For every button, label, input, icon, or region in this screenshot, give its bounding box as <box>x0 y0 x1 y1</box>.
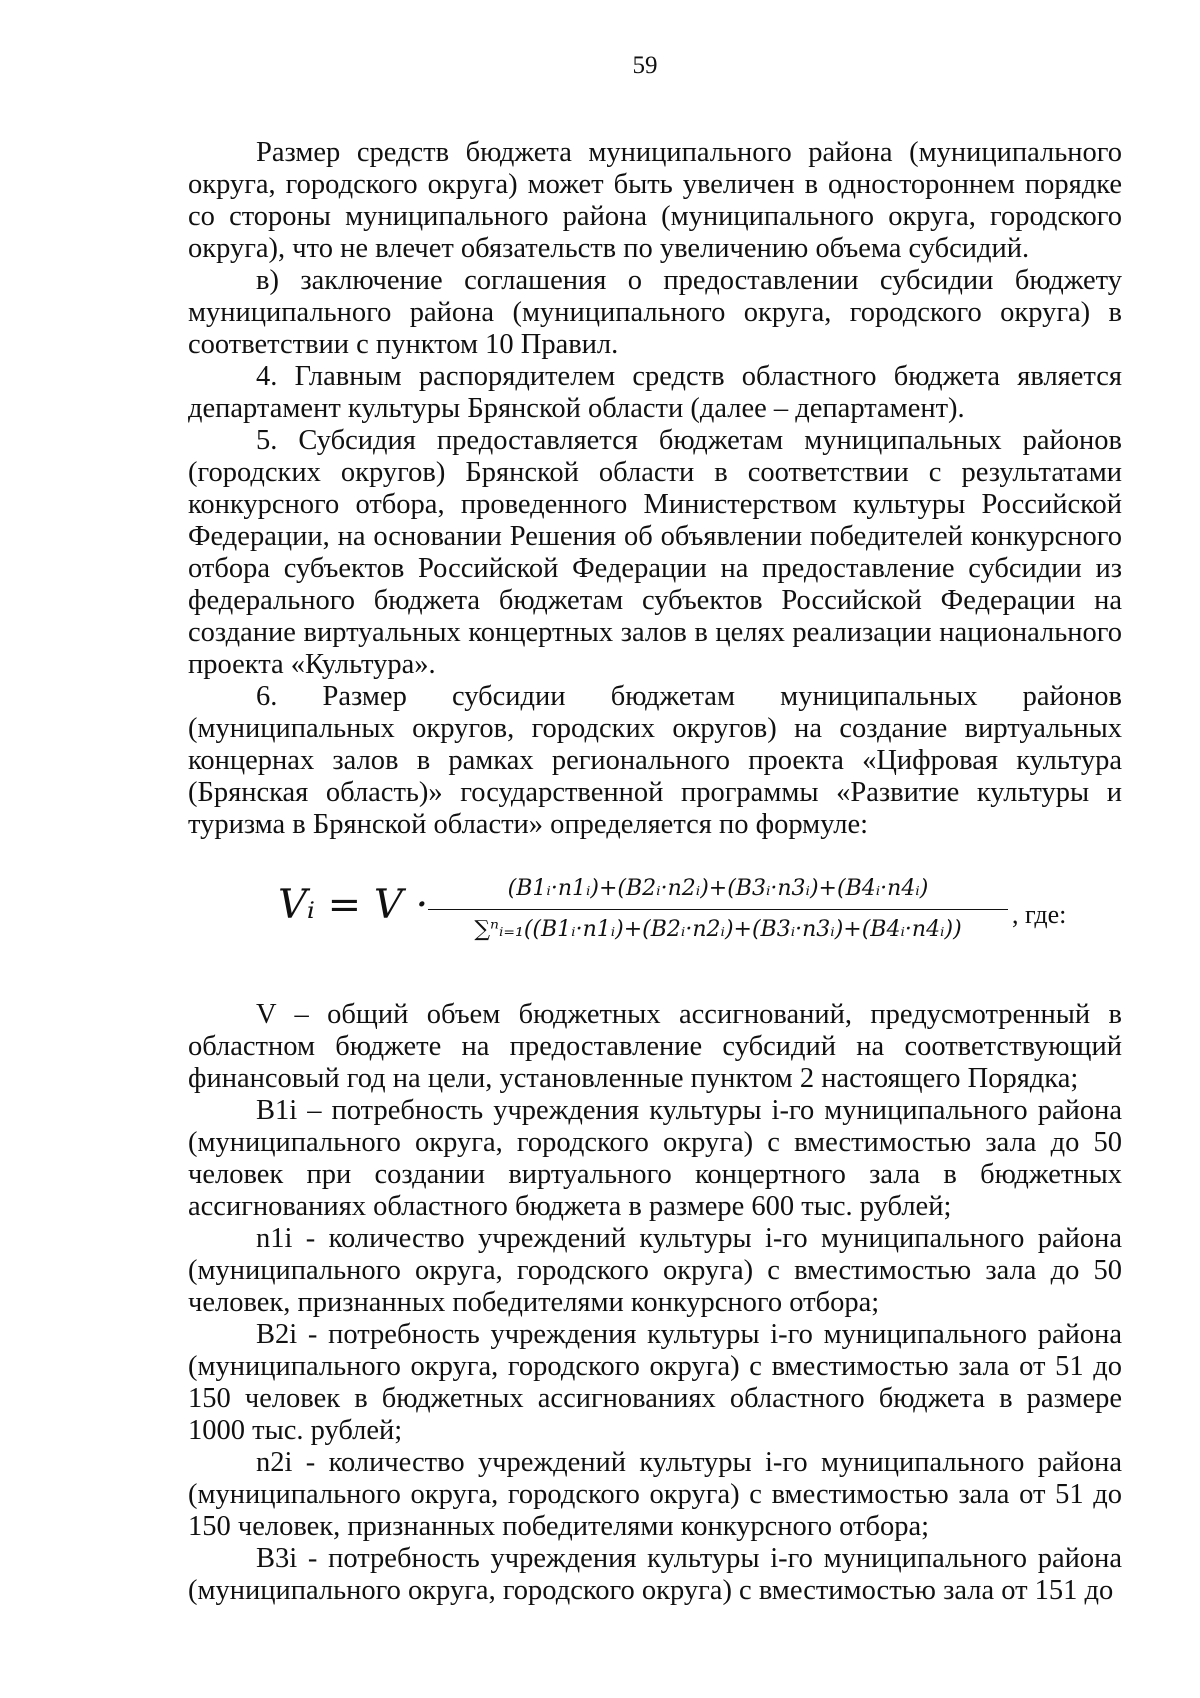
paragraph-item-4: 4. Главным распорядителем средств областного бюджета является департамент культуры Брянской области (далее – департамент). <box>188 361 1122 424</box>
definition-n1i: n1i - количество учреждений культуры i-го муниципального района (муниципального округа, городского округа) с вместимостью зала до 50 человек, признанных победителями конкурсного отбора; <box>188 1223 1122 1318</box>
paragraph-item-6: 6. Размер субсидии бюджетам муниципальных районов (муниципальных округов, городских округов) на создание виртуальных концернах залов в рамках регионального проекта «Цифровая культура (Брянская область)» государственной программы «Развитие культуры и туризма в Брянской области» определяется по формуле: <box>188 681 1122 840</box>
definition-v: V – общий объем бюджетных ассигнований, предусмотренный в областном бюджете на предоставление субсидий на соответствующий финансовый год на цели, установленные пунктом 2 настоящего Порядка; <box>188 999 1122 1094</box>
paragraph-budget-increase: Размер средств бюджета муниципального района (муниципального округа, городского округа) может быть увеличен в одностороннем порядке со стороны муниципального района (муниципального округа, городского округа), что не влечет обязательств по увеличению объема субсидий. <box>188 137 1122 264</box>
subsidy-formula <box>188 851 1122 987</box>
formula-tail: , где: <box>1012 900 1067 929</box>
definition-b2i: B2i - потребность учреждения культуры i-го муниципального района (муниципального округа, городского округа) с вместимостью зала от 51 до 150 человек в бюджетных ассигнованиях областного бюджета в размере 1000 тыс. рублей; <box>188 1319 1122 1446</box>
document-body <box>188 137 1122 1607</box>
definition-b1i: B1i – потребность учреждения культуры i-го муниципального района (муниципального округа, городского округа) с вместимостью зала до 50 человек при создании виртуального концертного зала в бюджетных ассигнованиях областного бюджета в размере 600 тыс. рублей; <box>188 1095 1122 1222</box>
formula-denominator: ∑ⁿᵢ₌₁((B1ᵢ·n1ᵢ)+(B2ᵢ·n2ᵢ)+(B3ᵢ·n3ᵢ)+(B4ᵢ·n4ᵢ)) <box>474 917 962 942</box>
page-number: 59 <box>632 52 658 79</box>
definition-n2i: n2i - количество учреждений культуры i-го муниципального района (муниципального округа, городского округа) с вместимостью зала от 51 до 150 человек, признанных победителями конкурсного отбора; <box>188 1447 1122 1542</box>
formula-fraction <box>428 873 1008 946</box>
paragraph-agreement: в) заключение соглашения о предоставлении субсидии бюджету муниципального района (муниципального округа, городского округа) в соответствии с пунктом 10 Правил. <box>188 265 1122 360</box>
paragraph-item-5: 5. Субсидия предоставляется бюджетам муниципальных районов (городских округов) Брянской области в соответствии с результатами конкурсного отбора, проведенного Министерством культуры Российской Федерации, на основании Решения об объявлении победителей конкурсного отбора субъектов Российской Федерации на предоставление субсидии из федерального бюджета бюджетам субъектов Российской Федерации на создание виртуальных концертных залов в целях реализации национального проекта «Культура». <box>188 425 1122 680</box>
definition-b3i: B3i - потребность учреждения культуры i-го муниципального района (муниципального округа, городского округа) с вместимостью зала от 151 до <box>188 1543 1122 1606</box>
formula-lhs: Vᵢ = V · <box>278 882 429 928</box>
formula-numerator: (B1ᵢ·n1ᵢ)+(B2ᵢ·n2ᵢ)+(B3ᵢ·n3ᵢ)+(B4ᵢ·n4ᵢ) <box>507 876 929 901</box>
